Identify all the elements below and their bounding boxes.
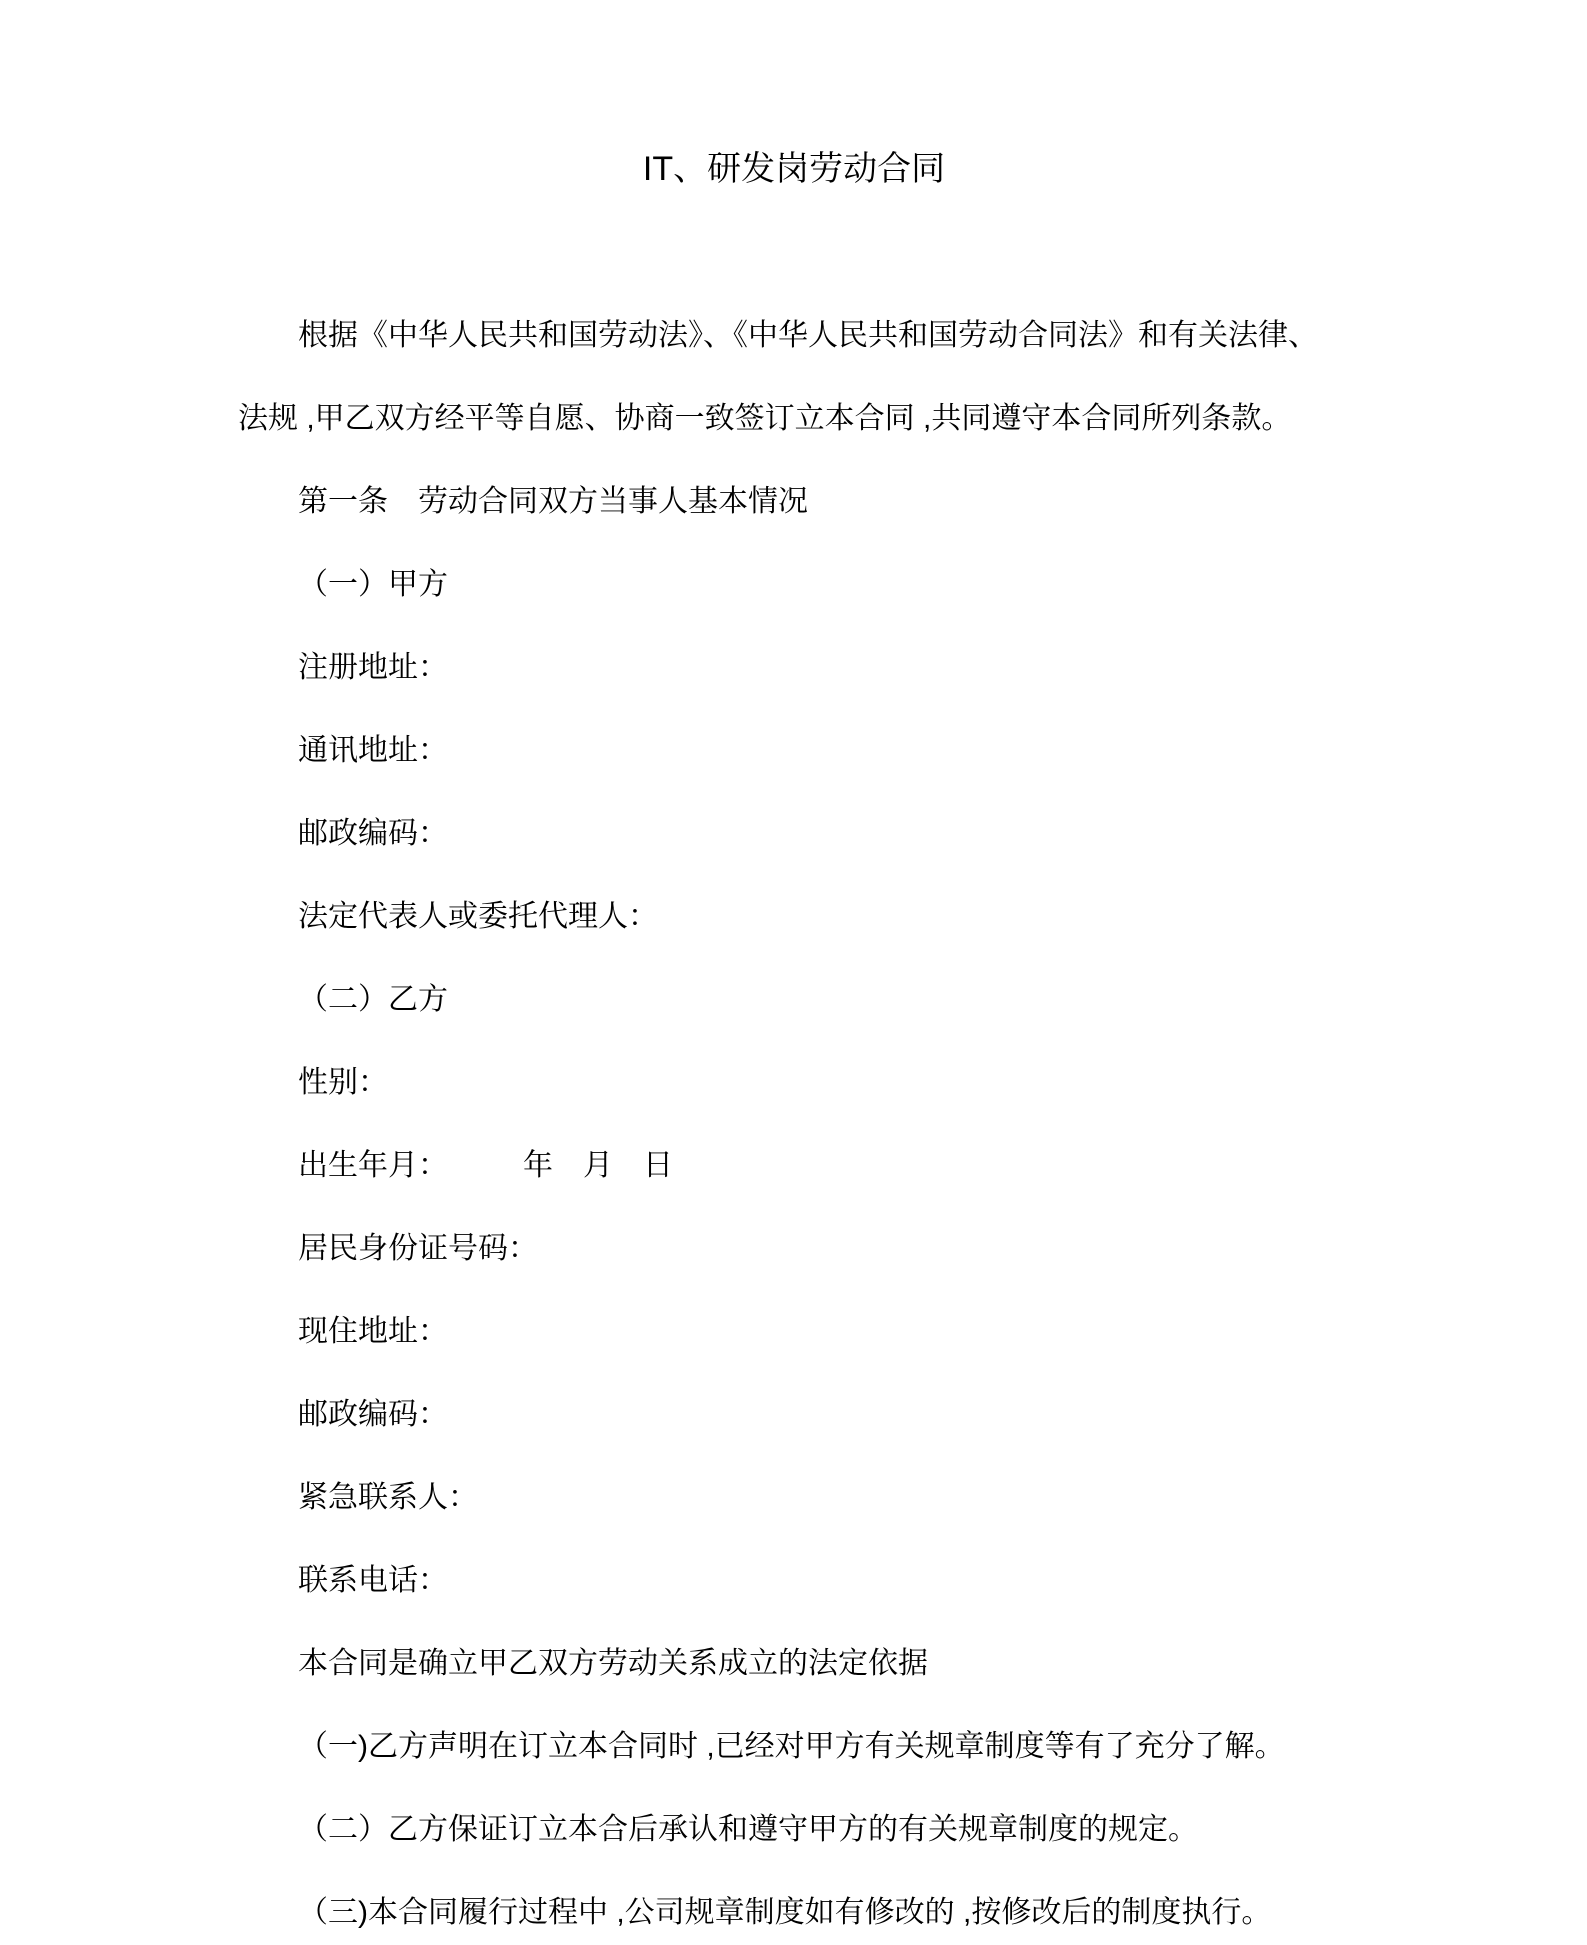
document-line: 法规 ,甲乙双方经平等自愿、协商一致签订立本合同 ,共同遵守本合同所列条款。 [238, 402, 1292, 435]
document-body [238, 294, 1350, 1945]
title-body-spacer [238, 211, 1350, 294]
document-line: 法定代表人或委托代理人： [298, 900, 658, 933]
document-line: 出生年月： 年 月 日 [298, 1149, 673, 1182]
document-line: 注册地址： [298, 651, 448, 684]
document-line: （二）乙方 [298, 983, 448, 1016]
page-title: IT、研发岗劳动合同 [642, 150, 946, 188]
document-line: 邮政编码： [298, 1398, 448, 1431]
document-line: 联系电话： [298, 1564, 448, 1597]
document-line: 现住地址： [298, 1315, 448, 1348]
document-line: 性别： [298, 1066, 388, 1099]
document-line: （一）甲方 [298, 568, 448, 601]
document-line: 紧急联系人： [298, 1481, 478, 1514]
document-line: 通讯地址： [298, 734, 448, 767]
document-line: （三)本合同履行过程中 ,公司规章制度如有修改的 ,按修改后的制度执行。 [298, 1896, 1272, 1929]
document-line: 本合同是确立甲乙双方劳动关系成立的法定依据 [298, 1647, 928, 1680]
document-content [238, 0, 1350, 1945]
document-line: （一)乙方声明在订立本合同时 ,已经对甲方有关规章制度等有了充分了解。 [298, 1730, 1285, 1763]
document-line: 邮政编码： [298, 817, 448, 850]
document-line: 居民身份证号码： [298, 1232, 538, 1265]
document-line: 根据《中华人民共和国劳动法》、《中华人民共和国劳动合同法》和有关法律、 [298, 319, 1318, 352]
document-line: （二）乙方保证订立本合后承认和遵守甲方的有关规章制度的规定。 [298, 1813, 1198, 1846]
document-line: 第一条 劳动合同双方当事人基本情况 [298, 485, 808, 518]
